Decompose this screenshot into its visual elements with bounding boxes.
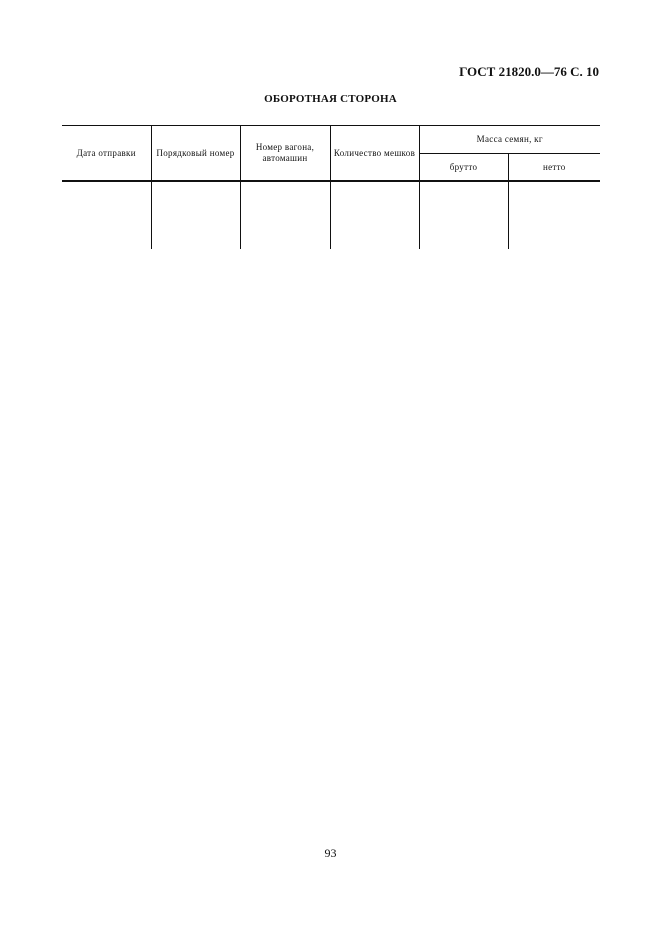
table-cell-date	[62, 181, 151, 249]
shipment-form-table	[62, 125, 600, 249]
column-header-date: Дата отправки	[62, 126, 151, 182]
table-cell-gross	[419, 181, 508, 249]
table-cell-net	[508, 181, 600, 249]
column-header-bag-count: Количество мешков	[330, 126, 419, 182]
table-cell-vehicle-number	[240, 181, 330, 249]
column-header-gross: брутто	[419, 154, 508, 182]
table-cell-bag-count	[330, 181, 419, 249]
table-cell-serial-number	[151, 181, 240, 249]
column-header-net: нетто	[508, 154, 600, 182]
page-number: 93	[324, 846, 337, 860]
document-reference: ГОСТ 21820.0—76 С. 10	[459, 64, 599, 79]
section-title: ОБОРОТНАЯ СТОРОНА	[264, 93, 397, 105]
column-header-seed-mass: Масса семян, кг	[419, 126, 600, 154]
column-header-serial-number: Порядковый номер	[151, 126, 240, 182]
column-header-vehicle-number: Номер вагона, автомашин	[240, 126, 330, 182]
table-row	[62, 181, 600, 249]
